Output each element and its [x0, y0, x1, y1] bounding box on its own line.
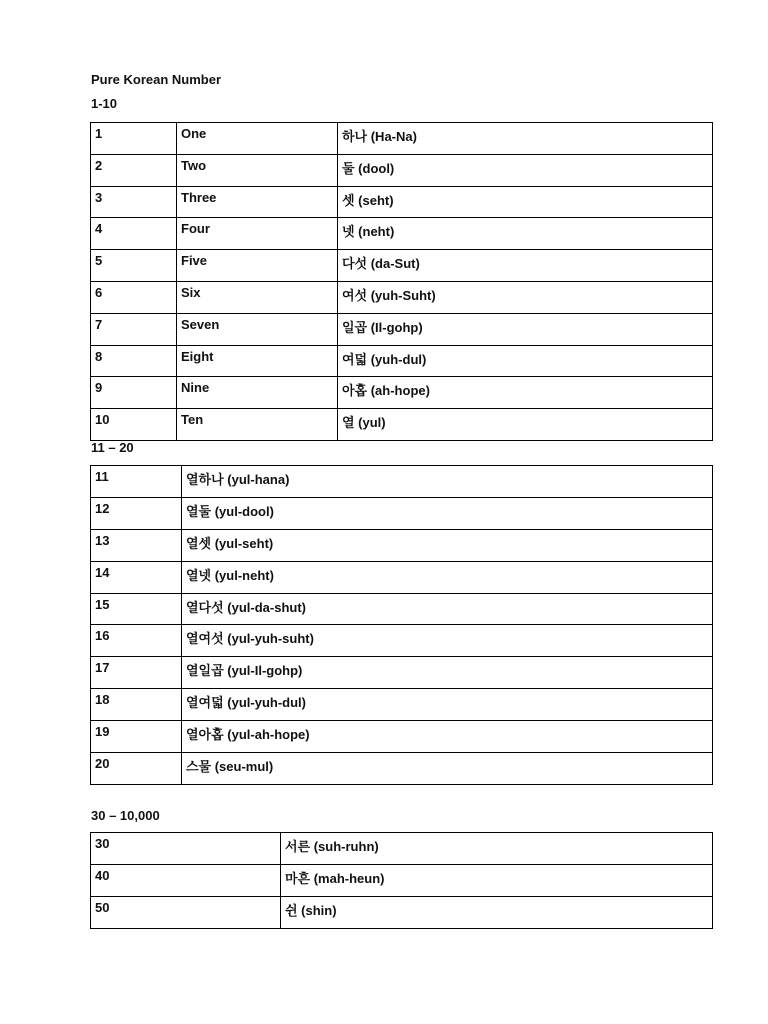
korean-word-cell: 열아홉 (yul-ah-hope) — [182, 721, 713, 753]
table-row — [91, 123, 713, 155]
number-cell: 9 — [91, 377, 177, 409]
table-row — [91, 313, 713, 345]
table-row — [91, 753, 713, 785]
english-word-cell: Ten — [177, 409, 338, 441]
document-title: Pure Korean Number — [91, 72, 222, 87]
table-row — [91, 218, 713, 250]
number-cell: 2 — [91, 154, 177, 186]
table-row — [91, 377, 713, 409]
number-cell: 14 — [91, 561, 182, 593]
table-row — [91, 281, 713, 313]
table-row — [91, 689, 713, 721]
number-cell: 13 — [91, 529, 182, 561]
number-cell: 7 — [91, 313, 177, 345]
table-row — [91, 721, 713, 753]
table-row — [91, 865, 713, 897]
number-cell: 11 — [91, 466, 182, 498]
korean-word-cell: 쉰 (shin) — [281, 897, 713, 929]
table-row — [91, 409, 713, 441]
korean-word-cell: 아홉 (ah-hope) — [338, 377, 713, 409]
english-word-cell: Two — [177, 154, 338, 186]
english-word-cell: Five — [177, 250, 338, 282]
table-row — [91, 657, 713, 689]
korean-word-cell: 다섯 (da-Sut) — [338, 250, 713, 282]
english-word-cell: Seven — [177, 313, 338, 345]
korean-word-cell: 넷 (neht) — [338, 218, 713, 250]
korean-word-cell: 셋 (seht) — [338, 186, 713, 218]
english-word-cell: Three — [177, 186, 338, 218]
number-cell: 17 — [91, 657, 182, 689]
table-1-to-10 — [90, 122, 713, 441]
english-word-cell: Nine — [177, 377, 338, 409]
table-row — [91, 833, 713, 865]
number-cell: 18 — [91, 689, 182, 721]
section-heading-1-10: 1-10 — [91, 96, 118, 111]
korean-word-cell: 스물 (seu-mul) — [182, 753, 713, 785]
number-cell: 15 — [91, 593, 182, 625]
korean-word-cell: 하나 (Ha-Na) — [338, 123, 713, 155]
korean-word-cell: 둘 (dool) — [338, 154, 713, 186]
korean-word-cell: 열둘 (yul-dool) — [182, 497, 713, 529]
table-row — [91, 250, 713, 282]
korean-word-cell: 일곱 (Il-gohp) — [338, 313, 713, 345]
section-heading-30-10000: 30 – 10,000 — [91, 808, 160, 823]
number-cell: 3 — [91, 186, 177, 218]
table-row — [91, 186, 713, 218]
table-row — [91, 497, 713, 529]
number-cell: 40 — [91, 865, 281, 897]
number-cell: 6 — [91, 281, 177, 313]
table-row — [91, 593, 713, 625]
korean-word-cell: 열하나 (yul-hana) — [182, 466, 713, 498]
number-cell: 5 — [91, 250, 177, 282]
number-cell: 8 — [91, 345, 177, 377]
table-row — [91, 154, 713, 186]
english-word-cell: One — [177, 123, 338, 155]
english-word-cell: Four — [177, 218, 338, 250]
number-cell: 12 — [91, 497, 182, 529]
table-row — [91, 561, 713, 593]
english-word-cell: Eight — [177, 345, 338, 377]
table-row — [91, 529, 713, 561]
number-cell: 1 — [91, 123, 177, 155]
section-heading-11-20: 11 – 20 — [91, 440, 134, 455]
number-cell: 30 — [91, 833, 281, 865]
korean-word-cell: 여덟 (yuh-dul) — [338, 345, 713, 377]
number-cell: 19 — [91, 721, 182, 753]
korean-word-cell: 여섯 (yuh-Suht) — [338, 281, 713, 313]
number-cell: 10 — [91, 409, 177, 441]
korean-word-cell: 서른 (suh-ruhn) — [281, 833, 713, 865]
korean-word-cell: 열여섯 (yul-yuh-suht) — [182, 625, 713, 657]
number-cell: 4 — [91, 218, 177, 250]
english-word-cell: Six — [177, 281, 338, 313]
korean-word-cell: 열다섯 (yul-da-shut) — [182, 593, 713, 625]
korean-word-cell: 열넷 (yul-neht) — [182, 561, 713, 593]
table-row — [91, 345, 713, 377]
table-row — [91, 897, 713, 929]
korean-word-cell: 열여덟 (yul-yuh-dul) — [182, 689, 713, 721]
table-30-to-10000 — [90, 832, 713, 929]
korean-word-cell: 열 (yul) — [338, 409, 713, 441]
korean-word-cell: 열셋 (yul-seht) — [182, 529, 713, 561]
number-cell: 50 — [91, 897, 281, 929]
table-row — [91, 625, 713, 657]
korean-word-cell: 열일곱 (yul-Il-gohp) — [182, 657, 713, 689]
table-row — [91, 466, 713, 498]
korean-word-cell: 마흔 (mah-heun) — [281, 865, 713, 897]
table-11-to-20 — [90, 465, 713, 785]
number-cell: 20 — [91, 753, 182, 785]
number-cell: 16 — [91, 625, 182, 657]
